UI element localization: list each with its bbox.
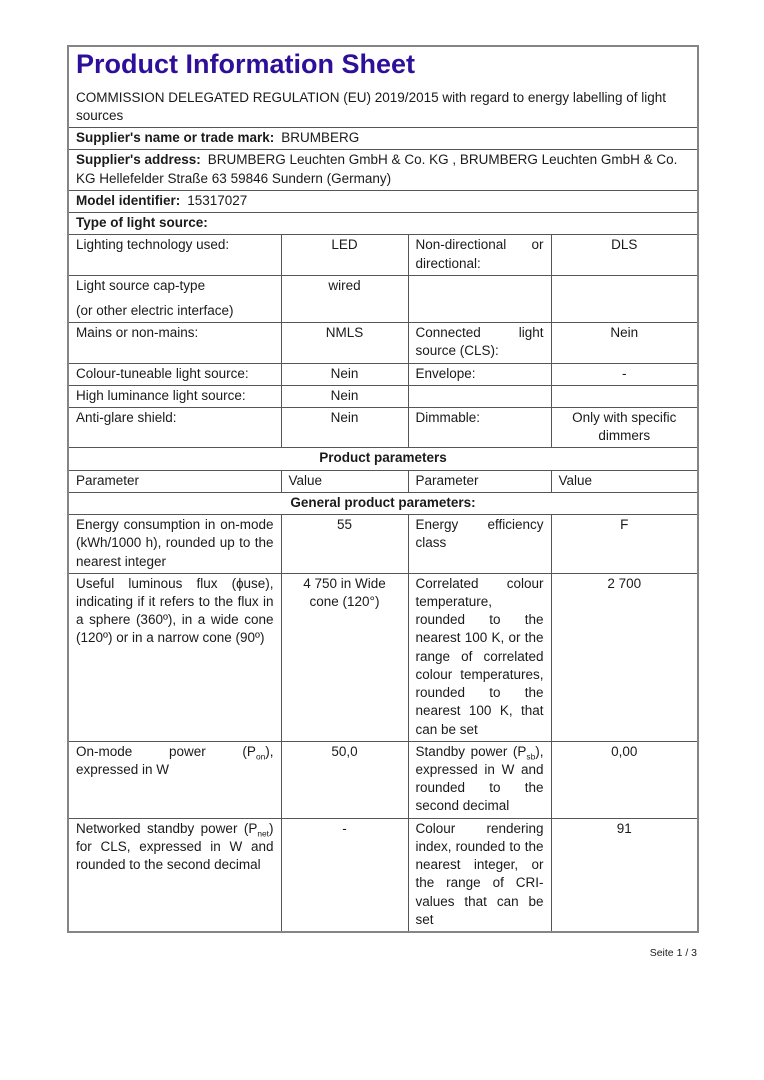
supplier-name-value: BRUMBERG bbox=[281, 130, 360, 146]
supplier-address-label: Supplier's address: bbox=[76, 152, 201, 168]
parameter-label-cell bbox=[408, 275, 551, 322]
type-of-light-source-label: Type of light source: bbox=[76, 215, 208, 231]
parameter-label-cell: Energy efficiency class bbox=[408, 515, 551, 574]
section-header: General product parameters: bbox=[68, 492, 698, 514]
parameter-value-cell: Nein bbox=[281, 408, 408, 448]
parameter-value-cell: 50,0 bbox=[281, 741, 408, 818]
parameter-label-cell: Colour rendering index, rounded to the nearest integer, or the range of CRI-values that can be set bbox=[408, 818, 551, 932]
regulation-text: COMMISSION DELEGATED REGULATION (EU) 2019/2015 with regard to energy labelling of light sources bbox=[76, 89, 666, 123]
type-of-light-source-cell bbox=[68, 213, 698, 235]
section-header: Product parameters bbox=[68, 448, 698, 470]
column-header-cell: Parameter bbox=[68, 470, 281, 492]
table-row bbox=[68, 515, 698, 574]
parameter-value-cell: 55 bbox=[281, 515, 408, 574]
parameter-value-cell: Nein bbox=[281, 385, 408, 407]
parameter-value-cell: 91 bbox=[551, 818, 698, 932]
page-number: Seite 1 / 3 bbox=[649, 946, 697, 959]
parameter-value-cell: - bbox=[551, 363, 698, 385]
table-row bbox=[68, 385, 698, 407]
header-block bbox=[68, 46, 698, 235]
model-identifier-cell bbox=[68, 190, 698, 212]
parameter-label-cell: Connected light source (CLS): bbox=[408, 323, 551, 363]
parameter-value-cell: 0,00 bbox=[551, 741, 698, 818]
type-of-light-source-row bbox=[68, 213, 698, 235]
model-identifier-row bbox=[68, 190, 698, 212]
supplier-name-row bbox=[68, 128, 698, 150]
table-row bbox=[68, 741, 698, 818]
section-row bbox=[68, 492, 698, 514]
section-row bbox=[68, 448, 698, 470]
parameter-value-cell: Only with specific dimmers bbox=[551, 408, 698, 448]
table-row bbox=[68, 573, 698, 741]
parameter-label-cell: Anti-glare shield: bbox=[68, 408, 281, 448]
parameter-value-cell: Nein bbox=[551, 323, 698, 363]
title-row bbox=[68, 46, 698, 128]
parameter-value-cell: Nein bbox=[281, 363, 408, 385]
supplier-name-label: Supplier's name or trade mark: bbox=[76, 130, 275, 146]
parameter-rows bbox=[68, 235, 698, 932]
table-row bbox=[68, 818, 698, 932]
parameter-label-cell: Dimmable: bbox=[408, 408, 551, 448]
table-row bbox=[68, 235, 698, 275]
table-row bbox=[68, 323, 698, 363]
parameter-value-cell: LED bbox=[281, 235, 408, 275]
title-cell bbox=[68, 46, 698, 128]
supplier-address-cell bbox=[68, 150, 698, 190]
column-header-cell: Value bbox=[551, 470, 698, 492]
parameter-label-cell: Standby power $(P_{sb})$, expressed in W and rounded to the second decimal bbox=[408, 741, 551, 818]
parameter-label-cell bbox=[408, 385, 551, 407]
parameter-value-cell: F bbox=[551, 515, 698, 574]
parameter-value-cell: - bbox=[281, 818, 408, 932]
parameter-label-cell: Networked standby power $(P_{net})$ for CLS, expressed in W and rounded to the second decimal bbox=[68, 818, 281, 932]
parameter-label-cell: High luminance light source: bbox=[68, 385, 281, 407]
parameter-label-cell: Correlated colour temperature, rounded to the nearest 100 K, or the range of correlated colour temperatures, rounded to the nearest 100 K, that can be set bbox=[408, 573, 551, 741]
parameter-label-cell: Mains or non-mains: bbox=[68, 323, 281, 363]
parameter-label-cell: Envelope: bbox=[408, 363, 551, 385]
supplier-name-cell bbox=[68, 128, 698, 150]
parameter-label-cell: Energy consumption in on-mode (kWh/1000 h), rounded up to the nearest integer bbox=[68, 515, 281, 574]
parameter-label-cell: Colour-tuneable light source: bbox=[68, 363, 281, 385]
parameter-value-cell: DLS bbox=[551, 235, 698, 275]
parameter-value-cell bbox=[551, 275, 698, 322]
parameter-value-cell bbox=[551, 385, 698, 407]
table-row bbox=[68, 275, 698, 322]
page-title: Product Information Sheet bbox=[76, 49, 416, 79]
parameter-label-cell: Non-directional or directional: bbox=[408, 235, 551, 275]
info-table bbox=[67, 45, 699, 933]
parameter-value-cell: NMLS bbox=[281, 323, 408, 363]
model-identifier-value: 15317027 bbox=[187, 192, 248, 208]
supplier-address-row bbox=[68, 150, 698, 190]
parameter-label-cell: Lighting technology used: bbox=[68, 235, 281, 275]
parameter-value-cell: 4 750 in Wide cone (120°) bbox=[281, 573, 408, 741]
parameter-label-cell: On-mode power $(P_{on})$, expressed in W bbox=[68, 741, 281, 818]
supplier-address-value: BRUMBERG Leuchten GmbH & Co. KG , BRUMBERG Leuchten GmbH & Co. KG Hellefelder Straße 63 59846 Sundern (Germany) bbox=[76, 152, 678, 186]
product-information-sheet bbox=[67, 45, 697, 959]
column-header-cell: Value bbox=[281, 470, 408, 492]
table-row bbox=[68, 408, 698, 448]
model-identifier-label: Model identifier: bbox=[76, 192, 181, 208]
parameter-value-cell: 2 700 bbox=[551, 573, 698, 741]
table-row bbox=[68, 363, 698, 385]
parameter-label-cell: Light source cap-type (or other electric interface) bbox=[68, 275, 281, 322]
parameter-value-cell: wired bbox=[281, 275, 408, 322]
table-row bbox=[68, 470, 698, 492]
parameter-label-cell: Useful luminous flux (ɸuse), indicating if it refers to the flux in a sphere (360º), in a wide cone (120º) or in a narrow cone (90º) bbox=[68, 573, 281, 741]
column-header-cell: Parameter bbox=[408, 470, 551, 492]
